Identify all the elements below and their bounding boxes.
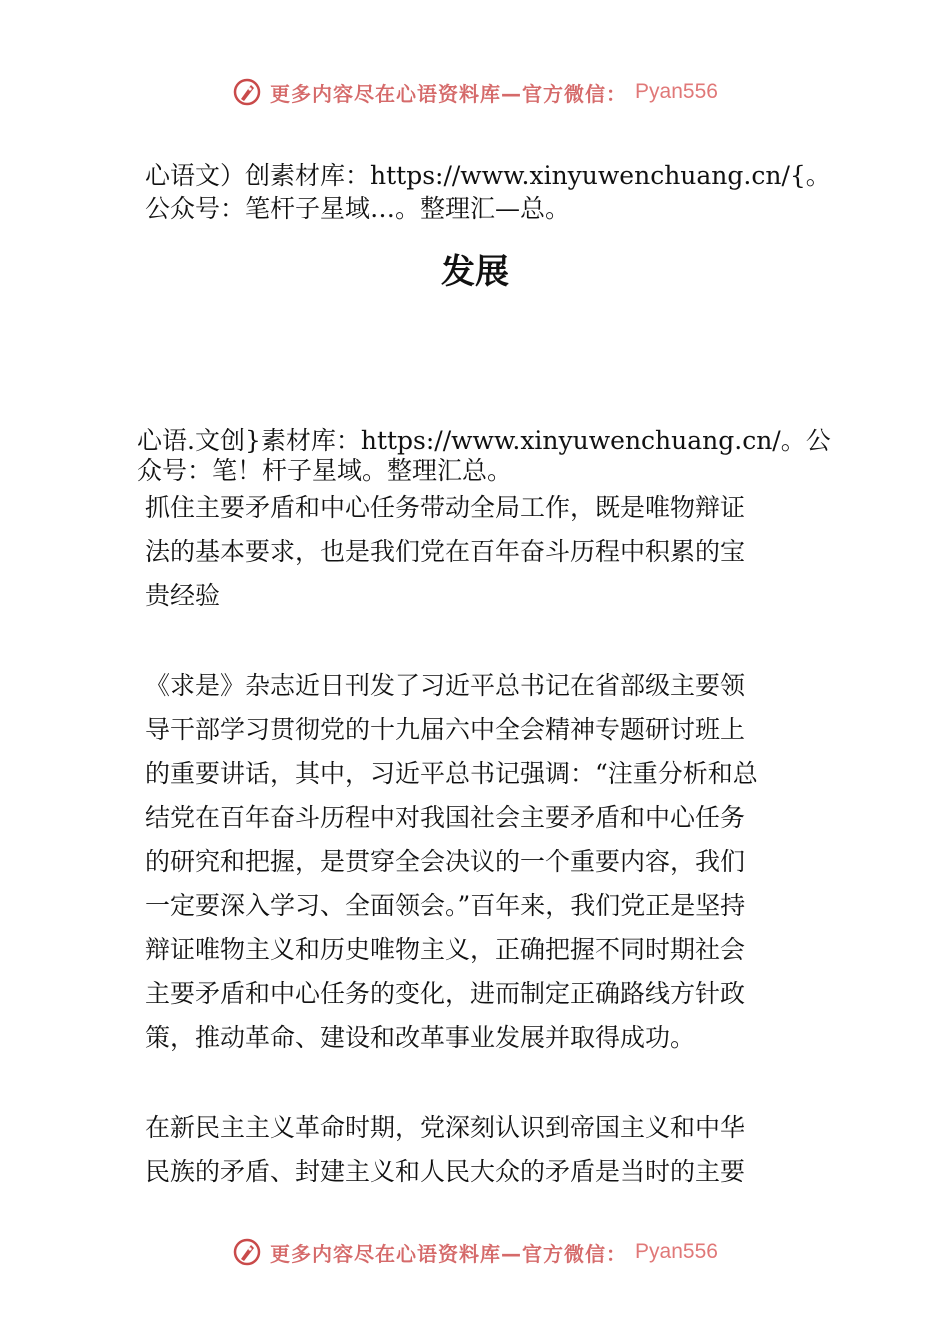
paragraph-line: 抓住主要矛盾和中心任务带动全局工作，既是唯物辩证	[145, 493, 746, 522]
paragraph-line: 辩证唯物主义和历史唯物主义，正确把握不同时期社会	[145, 935, 746, 964]
paragraph-line: 民族的矛盾、封建主义和人民大众的矛盾是当时的主要	[145, 1157, 746, 1186]
watermark-handle: Pyan556	[635, 1240, 718, 1263]
body-paragraph-1	[145, 486, 825, 618]
paragraph-line: 法的基本要求，也是我们党在百年奋斗历程中积累的宝	[145, 537, 746, 566]
header-notice-line-2: 公众号：笔杆子星域…。整理汇—总。	[145, 194, 571, 223]
paragraph-line: 贵经验	[145, 581, 221, 610]
pen-nib-logo-icon	[232, 77, 262, 107]
body-paragraph-3	[145, 1106, 825, 1194]
paragraph-line: 《求是》杂志近日刊发了习近平总书记在省部级主要领	[145, 671, 746, 700]
footer-watermark	[0, 1232, 950, 1272]
body-paragraph-2	[145, 664, 825, 1060]
second-notice-line-2: 众号：笔！杆子星域。整理汇总。	[137, 456, 513, 485]
paragraph-line: 一定要深入学习、全面领会。”百年来，我们党正是坚持	[145, 891, 746, 920]
watermark-text: 更多内容尽在心语资料库—官方微信：	[270, 81, 628, 106]
watermark-text: 更多内容尽在心语资料库—官方微信：	[270, 1241, 628, 1266]
header-notice-line-1: 心语文）创素材库：https://www.xinyuwenchuang.cn/{。	[145, 161, 831, 190]
paragraph-line: 的重要讲话，其中，习近平总书记强调：“注重分析和总	[145, 759, 758, 788]
second-notice-line-1: 心语.文创}素材库：https://www.xinyuwenchuang.cn/。公	[137, 426, 831, 455]
paragraph-line: 的研究和把握，是贯穿全会决议的一个重要内容，我们	[145, 847, 746, 876]
page-title: 发展	[441, 252, 509, 292]
watermark-handle: Pyan556	[635, 80, 718, 103]
paragraph-line: 在新民主主义革命时期，党深刻认识到帝国主义和中华	[145, 1113, 746, 1142]
paragraph-line: 主要矛盾和中心任务的变化，进而制定正确路线方针政	[145, 979, 746, 1008]
header-watermark	[0, 72, 950, 112]
paragraph-line: 导干部学习贯彻党的十九届六中全会精神专题研讨班上	[145, 715, 746, 744]
pen-nib-logo-icon	[232, 1237, 262, 1267]
paragraph-line: 结党在百年奋斗历程中对我国社会主要矛盾和中心任务	[145, 803, 746, 832]
paragraph-line: 策，推动革命、建设和改革事业发展并取得成功。	[145, 1023, 696, 1052]
